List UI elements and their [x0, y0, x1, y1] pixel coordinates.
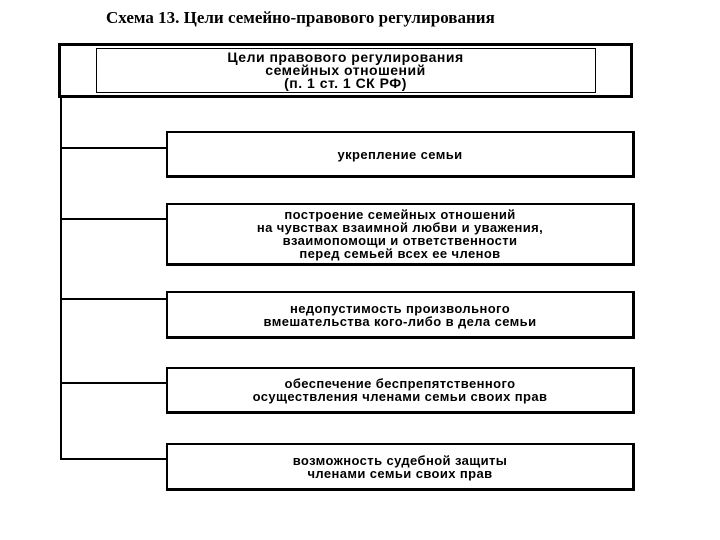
- connector-spine: [60, 98, 62, 460]
- goal-line: возможность судебной защиты: [292, 452, 508, 468]
- header-line: Цели правового регулирования: [227, 49, 464, 65]
- header-box: [58, 43, 633, 98]
- goal-line: обеспечение беспрепятственного: [284, 376, 516, 391]
- goal-box-strengthen-family: [166, 131, 635, 178]
- header-inner-frame: [96, 48, 596, 93]
- connector-branch: [60, 458, 166, 460]
- goal-box-rights-exercise: [166, 367, 635, 414]
- goal-box-family-relations: [166, 203, 635, 266]
- goal-box-non-interference: [166, 291, 635, 339]
- goal-line: на чувствах взаимной любви и уважения,: [256, 220, 544, 235]
- goal-line: осуществления членами семьи своих прав: [252, 389, 548, 404]
- goal-line: недопустимость произвольного: [289, 300, 511, 316]
- goal-line: укрепление семьи: [337, 146, 463, 162]
- header-line: (п. 1 ст. 1 СК РФ): [284, 75, 407, 91]
- goal-line: перед семьей всех ее членов: [299, 246, 501, 261]
- header-line: семейных отношений: [265, 62, 426, 78]
- connector-branch: [60, 218, 166, 220]
- goal-line: взаимопомощи и ответственности: [282, 233, 518, 248]
- goal-line: членами семьи своих прав: [307, 465, 493, 481]
- connector-branch: [60, 382, 166, 384]
- goal-line: вмешательства кого-либо в дела семьи: [263, 313, 537, 329]
- goal-line: построение семейных отношений: [284, 207, 516, 222]
- connector-branch: [60, 298, 166, 300]
- goal-box-judicial-protection: [166, 443, 635, 491]
- scheme-caption: Схема 13. Цели семейно-правового регулирования: [106, 8, 495, 27]
- connector-branch: [60, 147, 166, 149]
